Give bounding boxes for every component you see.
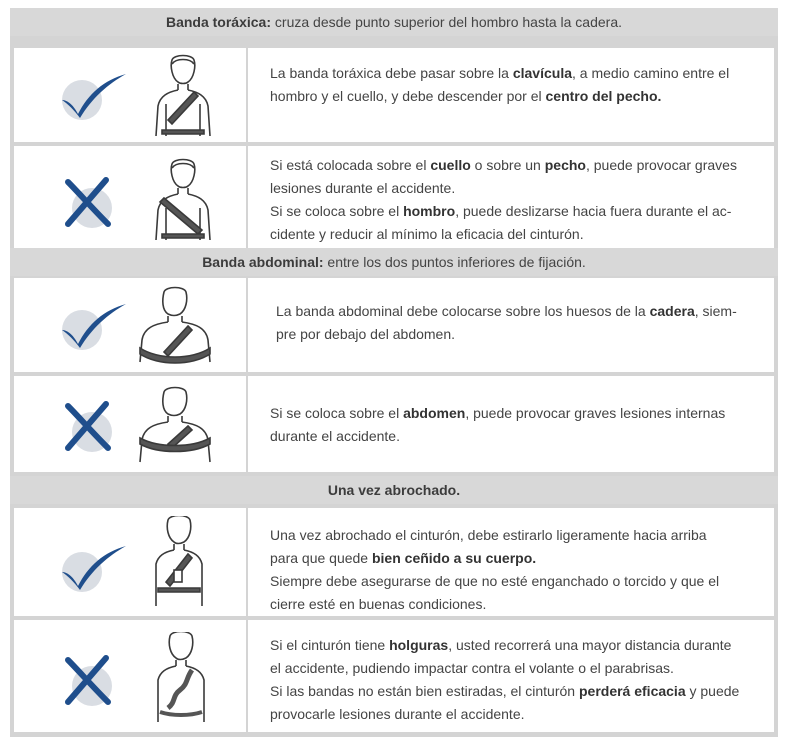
text-line (270, 200, 748, 223)
row-text (270, 402, 748, 448)
body-text: Si está colocada sobre el (270, 157, 431, 173)
body-text: Siempre debe asegurarse de que no esté enganchado o torcido y que el (270, 573, 720, 589)
body-text: Una vez abrochado el cinturón, debe estirarlo ligeramente hacia arriba (270, 527, 707, 543)
section-title-rest: cruza desde punto superior del hombro hasta la cadera. (271, 14, 623, 30)
text-line (270, 524, 748, 547)
text-line (270, 154, 748, 177)
icon-cell (14, 620, 248, 732)
row-text (270, 62, 748, 108)
text-line (270, 634, 748, 657)
guide-row-fastened-correct (14, 508, 774, 616)
text-line (270, 657, 748, 680)
cross-icon (62, 400, 114, 452)
body-text: , siem- (694, 303, 737, 319)
guide-row-lap-correct (14, 278, 774, 372)
icon-cell (14, 146, 248, 252)
torso-chest-belt-incorrect-icon (150, 158, 216, 242)
body-text: , puede provocar graves lesiones internas (465, 405, 726, 421)
emphasized-text: hombro (403, 203, 456, 219)
text-line (270, 62, 748, 85)
text-line (270, 703, 748, 726)
emphasized-text: cadera (649, 303, 695, 319)
checkmark-icon (58, 70, 130, 122)
text-line (276, 300, 748, 323)
body-text: lesiones durante el accidente. (270, 180, 456, 196)
body-text: cidente y reducir al mínimo la eficacia del cinturón. (270, 226, 584, 242)
body-text: La banda abdominal debe colocarse sobre los huesos de la (276, 303, 650, 319)
text-line (270, 223, 748, 246)
body-text: La banda toráxica debe pasar sobre la (270, 65, 513, 81)
text-line (270, 177, 748, 200)
text-line (270, 570, 748, 593)
body-text: el accidente, pudiendo impactar contra el volante o el parabrisas. (270, 660, 674, 676)
text-line (276, 323, 748, 346)
seatbelt-guide-table (10, 8, 778, 737)
emphasized-text: pecho (544, 157, 586, 173)
section-title-bold: Banda abdominal: (202, 254, 324, 270)
body-text: Si las bandas no están bien estiradas, el cinturón (270, 683, 579, 699)
cross-icon (62, 176, 114, 228)
emphasized-text: abdomen (403, 405, 466, 421)
icon-cell (14, 48, 248, 142)
guide-row-loose-incorrect (14, 620, 774, 732)
section-header-fastened (10, 476, 778, 504)
emphasized-text: bien ceñido a su cuerpo. (371, 550, 537, 566)
body-text: , puede provocar graves (585, 157, 737, 173)
body-text: Si el cinturón tiene (270, 637, 390, 653)
torso-belt-fastened-correct-icon (144, 516, 216, 608)
torso-belt-loose-incorrect-icon (146, 632, 218, 724)
text-line (270, 547, 748, 570)
section-header-chest-belt (10, 8, 778, 36)
body-text: pre por debajo del abdomen. (276, 326, 456, 342)
text-line (270, 425, 748, 448)
torso-chest-belt-correct-icon (150, 54, 216, 138)
body-text: Si se coloca sobre el (270, 203, 404, 219)
body-text: Si se coloca sobre el (270, 405, 404, 421)
body-text: cierre esté en buenas condiciones. (270, 596, 487, 612)
body-text: , a medio camino entre el (572, 65, 730, 81)
text-line (270, 593, 748, 616)
body-text: , puede deslizarse hacia fuera durante el ac- (455, 203, 732, 219)
emphasized-text: holguras (389, 637, 449, 653)
emphasized-text: centro del pecho. (545, 88, 662, 104)
row-text (276, 300, 748, 346)
icon-cell (14, 376, 248, 472)
section-title-bold: Una vez abrochado. (327, 482, 461, 498)
emphasized-text: cuello (430, 157, 471, 173)
guide-row-chest-incorrect (14, 146, 774, 252)
section-title-rest: entre los dos puntos inferiores de fijación. (323, 254, 586, 270)
text-line (270, 680, 748, 703)
body-text: para que quede (270, 550, 372, 566)
torso-lap-belt-incorrect-icon (128, 386, 224, 466)
row-text (270, 524, 748, 616)
icon-cell (14, 278, 248, 372)
emphasized-text: clavícula (512, 65, 572, 81)
section-header-lap-belt (10, 248, 778, 276)
torso-lap-belt-correct-icon (128, 286, 224, 366)
text-line (270, 402, 748, 425)
emphasized-text: perderá eficacia (578, 683, 686, 699)
body-text: durante el accidente. (270, 428, 400, 444)
section-title-bold: Banda toráxica: (165, 14, 272, 30)
guide-row-chest-correct (14, 48, 774, 142)
checkmark-icon (58, 300, 130, 352)
body-text: o sobre un (470, 157, 545, 173)
checkmark-icon (58, 542, 130, 594)
body-text: y puede (685, 683, 740, 699)
row-text (270, 154, 748, 246)
row-text (270, 634, 748, 726)
cross-icon (62, 654, 114, 706)
body-text: hombro y el cuello, y debe descender por el (270, 88, 546, 104)
body-text: , usted recorrerá una mayor distancia durante (448, 637, 732, 653)
body-text: provocarle lesiones durante el accidente. (270, 706, 525, 722)
icon-cell (14, 508, 248, 616)
guide-row-lap-incorrect (14, 376, 774, 472)
text-line (270, 85, 748, 108)
